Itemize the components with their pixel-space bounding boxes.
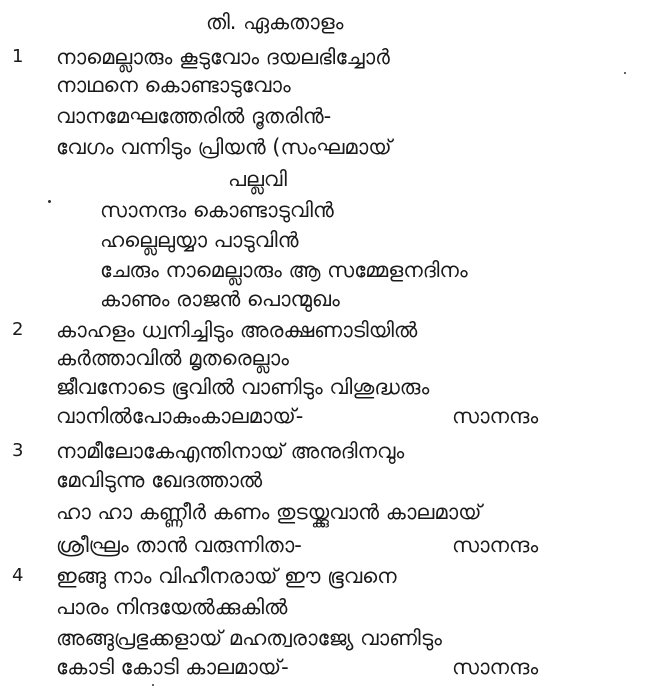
tune-heading: തി. ഏകതാളം xyxy=(206,10,344,34)
refrain-cue: സാനന്ദം xyxy=(452,655,539,679)
verse-line: വാനിൽപോകുംകാലമായ്- xyxy=(56,404,304,428)
scan-speck xyxy=(624,72,626,74)
verse-number: 1 xyxy=(12,46,24,67)
verse-line: നാമീലോകേഎന്തിനായ് അനുദിനവും xyxy=(56,439,405,463)
verse-line: നാമെല്ലാരും കൂടുവോം ദയലഭിച്ചോർ xyxy=(56,45,390,69)
verse-line: ശ്രീഘ്രം താൻ വരുന്നിതാ- xyxy=(56,533,302,557)
refrain-line: ചേരും നാമെല്ലാരും ആ സമ്മേളനദിനം xyxy=(100,258,468,282)
verse-line: ഹാ ഹാ കണ്ണീർ കണം തുടയ്ക്കുവാൻ കാലമായ് xyxy=(56,500,482,524)
verse-number: 4 xyxy=(12,565,24,586)
verse-line: പാരം നിന്ദയേൽക്കുകിൽ xyxy=(56,595,288,619)
verse-number: 2 xyxy=(12,319,24,340)
verse-line: ഇങ്ങു നാം വിഹീനരായ് ഈ ഭൂവനെ xyxy=(56,564,397,588)
refrain-cue: സാനന്ദം xyxy=(452,404,539,428)
refrain-line: സാനന്ദം കൊണ്ടാടുവിൻ xyxy=(100,198,334,222)
scan-speck xyxy=(48,200,51,203)
verse-line: കാഹളം ധ്വനിച്ചിടും അരക്ഷണാടിയിൽ xyxy=(56,318,418,342)
refrain-cue: സാനന്ദം xyxy=(452,533,539,557)
verse-number: 3 xyxy=(12,440,24,461)
verse-line: മേവിടുന്നു ഖേദത്താൽ xyxy=(56,468,263,492)
verse-line: വാനമേഘത്തേരിൽ ദൂതരിൻ- xyxy=(56,104,332,128)
refrain-line: ഹല്ലെലുയ്യാ പാടുവിൻ xyxy=(100,228,299,252)
verse-line: കോടി കോടി കാലമായ്- xyxy=(56,655,289,679)
refrain-heading: പല്ലവി xyxy=(228,167,287,191)
verse-line: കർത്താവിൽ മൃതരെല്ലാം xyxy=(56,346,289,370)
verse-line: വേഗം വന്നിടും പ്രിയൻ (സംഘമായ് xyxy=(56,135,392,159)
verse-line: ജീവനോടെ ഭൂവിൽ വാണിടും വിശുദ്ധരും xyxy=(56,375,430,399)
refrain-line: കാണും രാജൻ പൊന്മുഖം xyxy=(100,287,340,311)
verse-line: അങ്ങുപ്രഭുക്കളായ് മഹത്വരാജ്യേ വാണിടും xyxy=(56,626,442,650)
scan-speck xyxy=(152,684,154,686)
verse-line: നാഥനെ കൊണ്ടാടുവോം xyxy=(56,73,291,97)
